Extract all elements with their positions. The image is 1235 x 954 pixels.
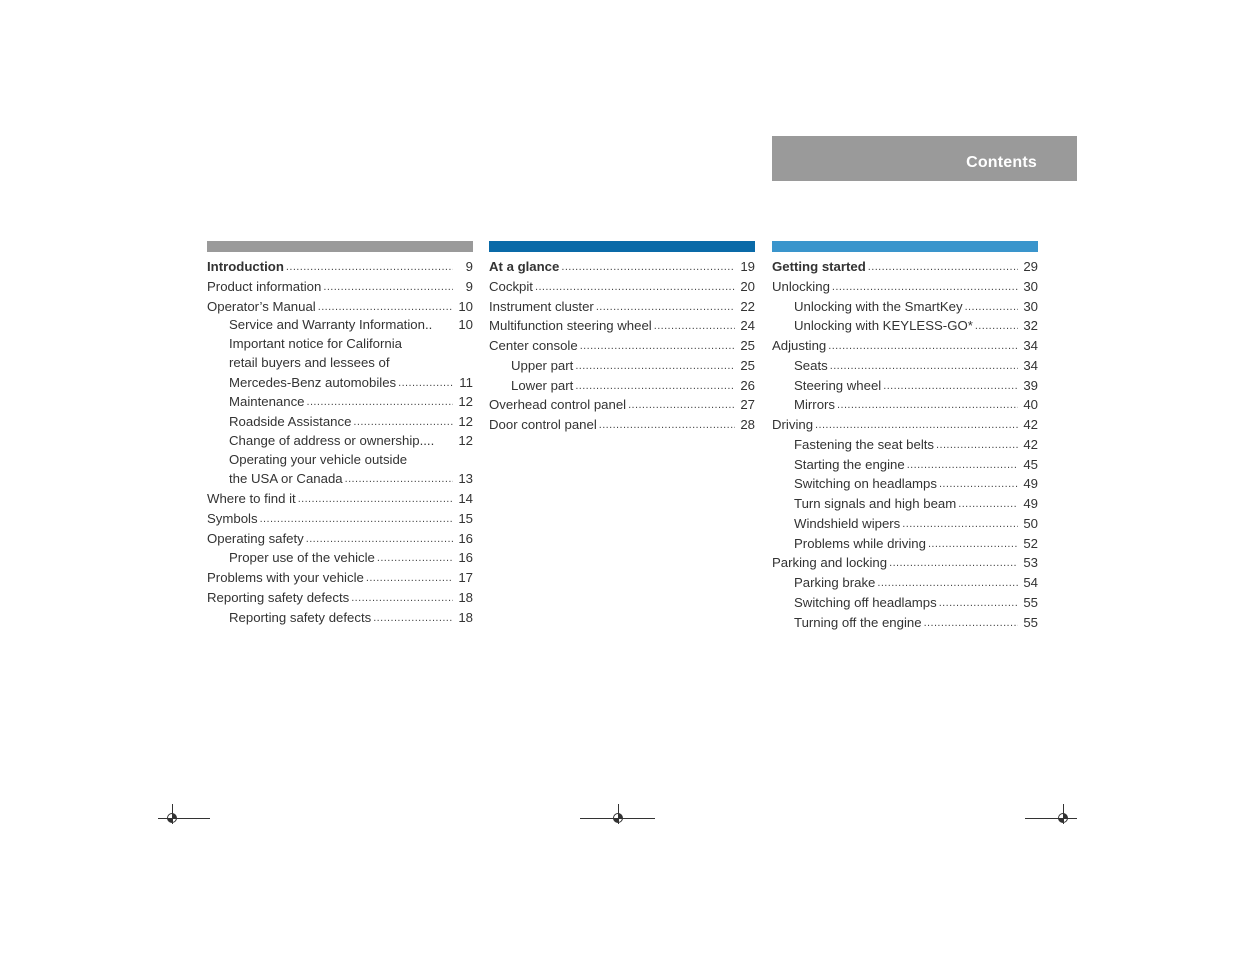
toc-entry-page: 13 (458, 471, 473, 487)
toc-entry[interactable] (207, 588, 473, 608)
toc-entry[interactable] (489, 356, 755, 376)
toc-entry[interactable] (772, 316, 1038, 336)
toc-entry-page: 30 (1023, 278, 1038, 294)
dot-leader (815, 415, 1018, 435)
toc-entry-label: Reporting safety defects (207, 589, 350, 605)
toc-entry[interactable] (207, 297, 473, 317)
dot-leader (298, 489, 453, 509)
dot-leader (561, 257, 735, 277)
dot-leader (939, 474, 1018, 494)
toc-entry-page: 25 (740, 357, 755, 373)
toc-entry[interactable] (207, 568, 473, 588)
toc-entry[interactable] (772, 376, 1038, 396)
toc-entry-page: 27 (740, 397, 755, 413)
toc-entry-page: 19 (740, 259, 755, 274)
toc-entry[interactable] (772, 336, 1038, 356)
toc-entry-label: Multifunction steering wheel (489, 318, 652, 334)
toc-entry[interactable] (489, 336, 755, 356)
toc-column-getting-started (772, 241, 1038, 632)
dot-leader (830, 356, 1018, 376)
toc-entry-label: Unlocking (772, 278, 830, 294)
toc-entry[interactable] (207, 608, 473, 628)
toc-entry-label: Introduction (207, 259, 284, 274)
toc-entry-label: Seats (794, 357, 828, 373)
toc-entry-label: Turn signals and high beam (794, 496, 957, 511)
toc-entry-label: Operator’s Manual (207, 298, 316, 314)
toc-entry-label: Important notice for California (229, 336, 402, 351)
toc-entry[interactable] (772, 297, 1038, 317)
toc-entry-label: Cockpit (489, 278, 533, 294)
toc-entry-label: Lower part (511, 377, 574, 393)
toc-entry-label: Upper part (511, 357, 574, 373)
toc-entry[interactable] (207, 316, 473, 335)
dot-leader (366, 568, 453, 588)
dot-leader (975, 316, 1018, 336)
toc-entry-page: 18 (458, 589, 473, 605)
toc-entry-label: Change of address or ownership.... (229, 432, 435, 448)
toc-entry[interactable] (489, 415, 755, 435)
toc-entry[interactable] (772, 435, 1038, 455)
toc-entry-page: 25 (740, 338, 755, 353)
toc-entry-page: 16 (458, 550, 473, 566)
dot-leader (628, 395, 735, 415)
toc-entry-page: 34 (1023, 338, 1038, 353)
dot-leader (936, 435, 1018, 455)
section-rule (207, 251, 473, 252)
toc-entry-page: 50 (1023, 515, 1038, 531)
section-color-bar (489, 241, 755, 251)
dot-leader (868, 257, 1018, 277)
toc-entry-label: Where to find it (207, 491, 296, 506)
toc-entry-page: 52 (1023, 535, 1038, 551)
toc-entry[interactable] (772, 474, 1038, 494)
toc-entry-page: 34 (1023, 357, 1038, 373)
toc-entry[interactable] (207, 392, 473, 412)
toc-entry-label: Service and Warranty Information.. (229, 317, 433, 333)
dot-leader (907, 455, 1018, 475)
toc-entry[interactable] (772, 257, 1038, 277)
toc-entry-label: Unlocking with KEYLESS-GO* (794, 318, 973, 334)
toc-entry[interactable] (772, 593, 1038, 613)
toc-entry[interactable] (207, 548, 473, 568)
dot-leader (575, 376, 735, 396)
toc-entry[interactable] (772, 514, 1038, 534)
toc-entry-label: Parking brake (794, 575, 876, 590)
toc-entry-label: Problems while driving (794, 535, 926, 551)
dot-leader (353, 412, 453, 432)
toc-entry[interactable] (207, 469, 473, 489)
dot-leader (832, 277, 1018, 297)
toc-entry-page: 45 (1023, 456, 1038, 472)
toc-entry-page: 29 (1023, 259, 1038, 274)
toc-entry-label: Symbols (207, 510, 258, 526)
toc-entry[interactable] (207, 451, 473, 470)
dot-leader (877, 573, 1018, 593)
section-color-bar (772, 241, 1038, 251)
toc-entry-page: 53 (1023, 555, 1038, 571)
toc-entry-page: 55 (1023, 594, 1038, 610)
toc-entry-label: Operating your vehicle outside (229, 451, 408, 467)
dot-leader (377, 548, 453, 568)
page-title: Contents (966, 154, 1037, 171)
toc-entry-page: 12 (458, 414, 473, 429)
toc-entry[interactable] (772, 415, 1038, 435)
dot-leader (535, 277, 735, 297)
toc-entry-label: Switching off headlamps (794, 594, 937, 610)
toc-entry-label: Steering wheel (794, 377, 882, 393)
dot-leader (596, 297, 735, 317)
toc-entry-label: Turning off the engine (794, 614, 922, 630)
toc-entry-label: the USA or Canada (229, 471, 343, 487)
section-rule (489, 251, 755, 252)
toc-entry-label: Fastening the seat belts (794, 436, 935, 452)
toc-entry-page: 10 (458, 317, 473, 333)
section-color-bar (207, 241, 473, 251)
toc-entry[interactable] (207, 277, 473, 297)
toc-entry-page: 39 (1023, 377, 1038, 393)
toc-entry[interactable] (207, 489, 473, 509)
toc-entry-label: Starting the engine (794, 456, 905, 472)
toc-entry[interactable] (207, 432, 473, 451)
toc-entry-page: 9 (465, 259, 473, 274)
toc-entry-label: Windshield wipers (794, 515, 901, 531)
toc-entry-label: Parking and locking (772, 555, 888, 571)
toc-entry-page: 54 (1023, 575, 1038, 590)
toc-entry-page: 30 (1023, 298, 1038, 314)
crop-mark-icon (580, 804, 655, 824)
dot-leader (902, 514, 1018, 534)
toc-entry[interactable] (207, 257, 473, 277)
toc-entry-page: 10 (458, 298, 473, 314)
dot-leader (323, 277, 453, 297)
toc-entry-page: 49 (1023, 476, 1038, 492)
dot-leader (306, 529, 453, 549)
toc-entry[interactable] (772, 277, 1038, 297)
dot-leader (928, 534, 1018, 554)
toc-entry-label: Center console (489, 338, 578, 353)
toc-entry-label: Overhead control panel (489, 397, 627, 413)
toc-entry[interactable] (772, 573, 1038, 593)
toc-entry[interactable] (772, 613, 1038, 633)
toc-entry-label: Driving (772, 417, 814, 432)
toc-entry-page: 26 (740, 377, 755, 393)
dot-leader (924, 613, 1018, 633)
toc-entry[interactable] (489, 297, 755, 317)
crop-mark-icon (1025, 804, 1077, 824)
dot-leader (260, 509, 453, 529)
toc-entry[interactable] (772, 455, 1038, 475)
toc-entry[interactable] (207, 335, 473, 354)
toc-entry-page: 32 (1023, 318, 1038, 334)
toc-entry-label: Switching on headlamps (794, 476, 937, 492)
dot-leader (599, 415, 735, 435)
toc-entry-page: 9 (465, 278, 473, 294)
toc-entry-label: Maintenance (229, 394, 305, 410)
toc-entry-label: Getting started (772, 259, 866, 274)
section-rule (772, 251, 1038, 252)
contents-header-tab (772, 136, 1077, 181)
crop-mark-icon (158, 804, 210, 824)
toc-entry-page: 24 (740, 318, 755, 334)
toc-entry-page: 28 (740, 417, 755, 432)
toc-entry[interactable] (489, 316, 755, 336)
toc-entry[interactable] (207, 354, 473, 373)
toc-entry-page: 16 (458, 530, 473, 546)
toc-entry[interactable] (489, 257, 755, 277)
toc-entry-label: Operating safety (207, 530, 304, 546)
toc-entry-label: Proper use of the vehicle (229, 550, 375, 566)
dot-leader (965, 297, 1018, 317)
dot-leader (351, 588, 453, 608)
toc-entry-page: 42 (1023, 417, 1038, 432)
dot-leader (883, 376, 1018, 396)
toc-entry[interactable] (772, 553, 1038, 573)
dot-leader (654, 316, 735, 336)
toc-entry-page: 15 (458, 510, 473, 526)
toc-entry-page: 18 (458, 609, 473, 625)
toc-entry[interactable] (772, 494, 1038, 514)
toc-entry[interactable] (207, 373, 473, 393)
toc-entry-page: 12 (458, 394, 473, 410)
toc-entry[interactable] (489, 277, 755, 297)
toc-entry-label: Unlocking with the SmartKey (794, 298, 963, 314)
toc-entry-page: 40 (1023, 397, 1038, 413)
dot-leader (398, 373, 453, 393)
toc-entry[interactable] (207, 412, 473, 432)
dot-leader (837, 395, 1018, 415)
toc-entry[interactable] (772, 356, 1038, 376)
toc-entry-page: 22 (740, 298, 755, 314)
toc-entry-label: Mercedes-Benz automobiles (229, 374, 397, 390)
toc-entry-label: Reporting safety defects (229, 609, 372, 625)
toc-entry-page: 49 (1023, 496, 1038, 511)
toc-entry-label: Product information (207, 278, 322, 294)
toc-entry[interactable] (207, 529, 473, 549)
dot-leader (575, 356, 735, 376)
dot-leader (286, 257, 453, 277)
toc-entry[interactable] (489, 376, 755, 396)
toc-entry-label: Problems with your vehicle (207, 570, 364, 585)
toc-entry-label: Mirrors (794, 397, 836, 413)
toc-entry[interactable] (772, 395, 1038, 415)
dot-leader (318, 297, 453, 317)
toc-column-introduction (207, 241, 473, 627)
toc-entry-page: 42 (1023, 436, 1038, 452)
dot-leader (889, 553, 1018, 573)
toc-entry-label: Adjusting (772, 338, 827, 353)
dot-leader (307, 392, 453, 412)
dot-leader (580, 336, 735, 356)
toc-entry-page: 11 (459, 374, 473, 390)
toc-entry-label: retail buyers and lessees of (229, 354, 390, 370)
toc-entry-label: At a glance (489, 259, 560, 274)
toc-entry-page: 17 (458, 570, 473, 585)
toc-entry[interactable] (772, 534, 1038, 554)
toc-column-at-a-glance (489, 241, 755, 435)
dot-leader (373, 608, 453, 628)
toc-entry-label: Roadside Assistance (229, 414, 352, 429)
toc-entry[interactable] (207, 509, 473, 529)
dot-leader (958, 494, 1018, 514)
toc-entry-label: Instrument cluster (489, 298, 594, 314)
toc-entry-page: 14 (458, 491, 473, 506)
toc-entry-page: 12 (458, 432, 473, 448)
toc-entry-page: 55 (1023, 614, 1038, 630)
dot-leader (345, 469, 453, 489)
dot-leader (828, 336, 1018, 356)
dot-leader (939, 593, 1018, 613)
toc-entry[interactable] (489, 395, 755, 415)
toc-entry-label: Door control panel (489, 417, 597, 432)
toc-entry-page: 20 (740, 278, 755, 294)
